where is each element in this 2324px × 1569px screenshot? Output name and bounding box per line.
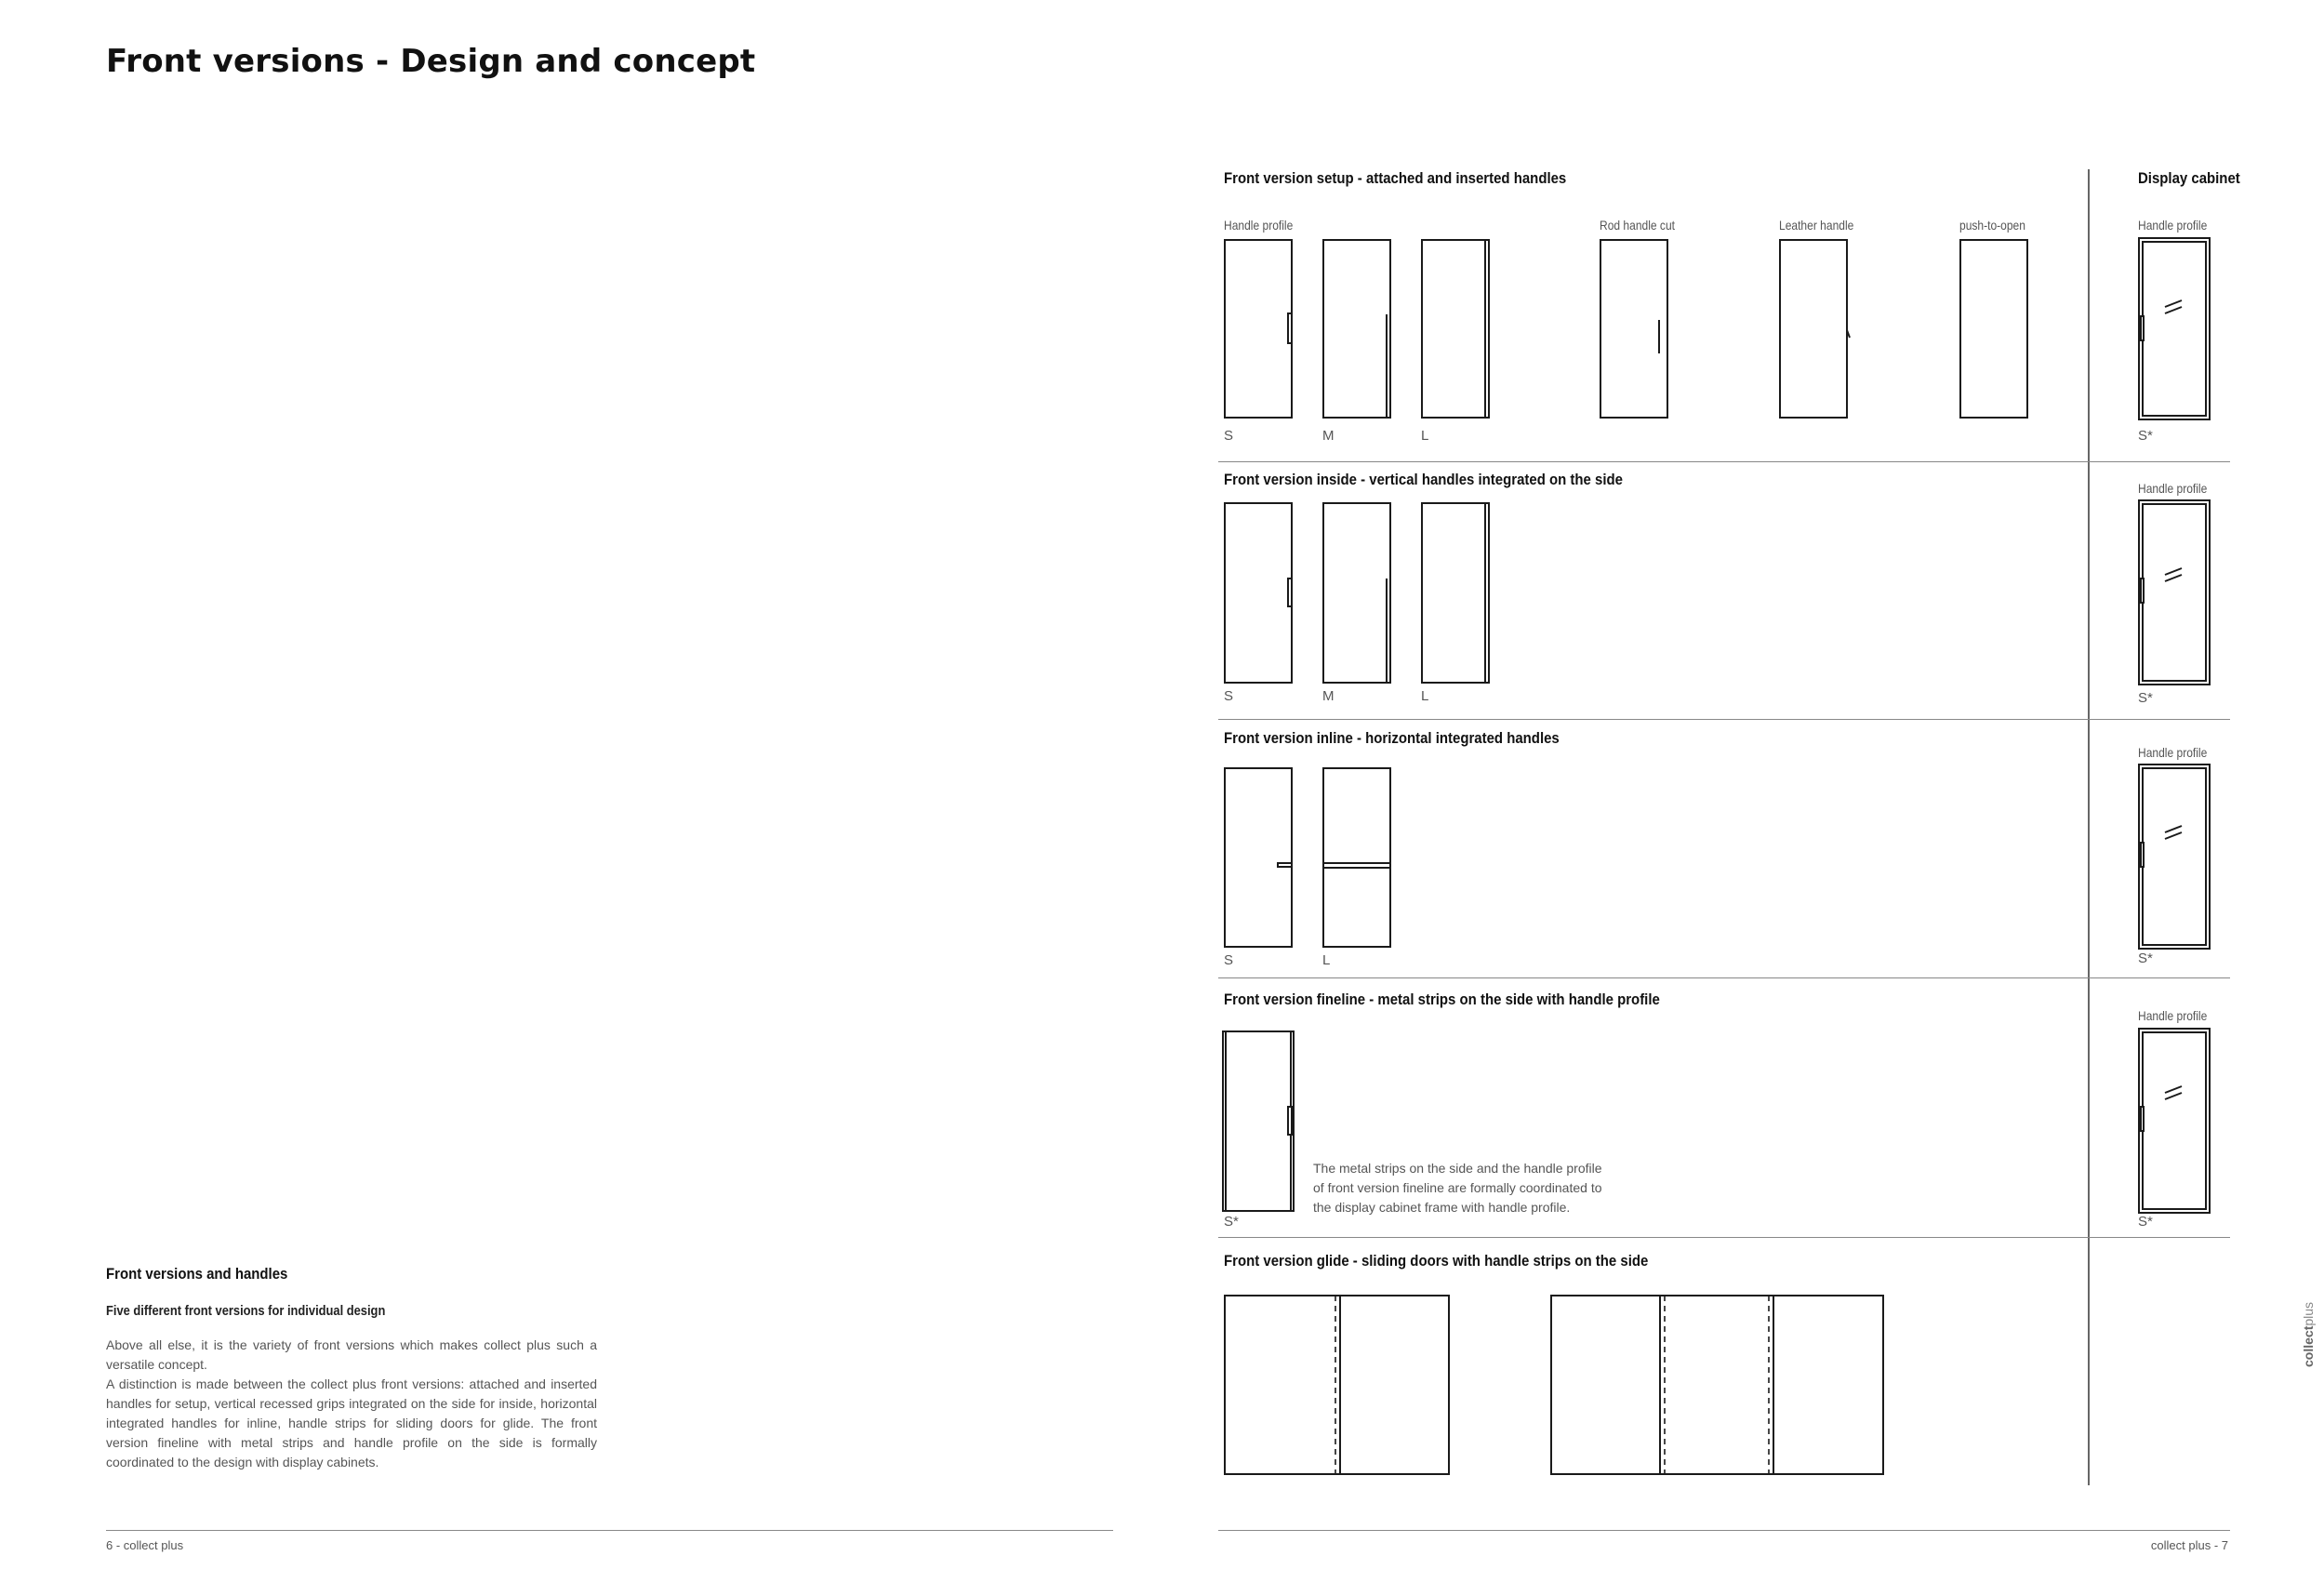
setup-title: Front version setup - attached and inserted handles <box>1224 169 1567 187</box>
fineline-note-text: The metal strips on the side and the handle profile of front version fineline are formally coordinated to the display cabinet frame with handle profile. <box>1313 1161 1602 1215</box>
setup-size-l: L <box>1421 428 1429 444</box>
glide-two-door <box>1225 1296 1449 1474</box>
inside-door-m <box>1323 503 1390 683</box>
display-cabinet-title: Display cabinet <box>2138 169 2240 187</box>
inline-size-s: S <box>1224 952 1234 968</box>
setup-door-s <box>1225 240 1292 418</box>
setup-door-rod-handle <box>1600 240 1667 418</box>
label-rod-handle-cut: Rod handle cut <box>1600 218 1676 233</box>
inside-size-m: M <box>1322 688 1335 704</box>
label-push-to-open: push-to-open <box>1959 218 2025 233</box>
brand-part-collect: collect <box>2301 1325 2316 1367</box>
dc-cabinet-4 <box>2139 1029 2210 1213</box>
inside-door-s <box>1225 503 1292 683</box>
intro-heading: Front versions and handles <box>106 1265 288 1283</box>
dc-cabinet-3 <box>2139 765 2210 949</box>
intro-paragraph-1: Above all else, it is the variety of front versions which makes collect plus such a versatile concept. <box>106 1337 597 1372</box>
glide-three-door <box>1551 1296 1883 1474</box>
page-title: Front versions - Design and concept <box>106 43 756 80</box>
dc-handle-label-1: Handle profile <box>2138 218 2208 233</box>
brand-part-plus: plus <box>2301 1301 2316 1326</box>
dc-cabinet-1 <box>2139 238 2210 419</box>
dc-handle-label-4: Handle profile <box>2138 1008 2208 1023</box>
inline-door-s <box>1225 768 1292 947</box>
inside-size-l: L <box>1421 688 1429 704</box>
setup-size-m: M <box>1322 428 1335 444</box>
label-handle-profile: Handle profile <box>1224 218 1294 233</box>
dc-size-1: S* <box>2138 428 2153 444</box>
setup-door-push-to-open <box>1960 240 2027 418</box>
fineline-size: S* <box>1224 1214 1239 1230</box>
label-leather-handle: Leather handle <box>1779 218 1854 233</box>
setup-door-m <box>1323 240 1390 418</box>
intro-paragraph-2: A distinction is made between the collect plus front versions: attached and inserted handles for setup, vertical recessed grips integrated on the side for inside, horizontal integrated handles for inline, handle strips for sliding doors for glide. The front version fineline with metal strips and handle profile on the side is formally coordinated to the design with display cabinets. <box>106 1376 597 1469</box>
dc-size-4: S* <box>2138 1214 2153 1230</box>
inline-door-l <box>1323 768 1390 947</box>
setup-door-leather-handle <box>1780 240 1850 418</box>
fineline-door <box>1223 1031 1294 1211</box>
setup-door-l <box>1422 240 1489 418</box>
inline-title: Front version inline - horizontal integrated handles <box>1224 729 1560 747</box>
inside-title: Front version inside - vertical handles integrated on the side <box>1224 471 1623 488</box>
fineline-title: Front version fineline - metal strips on the side with handle profile <box>1224 991 1660 1008</box>
dc-size-2: S* <box>2138 690 2153 706</box>
dc-handle-label-2: Handle profile <box>2138 481 2208 496</box>
dc-handle-label-3: Handle profile <box>2138 745 2208 760</box>
inside-door-l <box>1422 503 1489 683</box>
setup-size-s: S <box>1224 428 1234 444</box>
dc-size-3: S* <box>2138 951 2153 966</box>
glide-title: Front version glide - sliding doors with handle strips on the side <box>1224 1252 1649 1270</box>
footer-left: 6 - collect plus <box>106 1538 184 1552</box>
footer-right: collect plus - 7 <box>2150 1538 2228 1552</box>
dc-cabinet-2 <box>2139 500 2210 685</box>
inline-size-l: L <box>1322 952 1331 968</box>
inside-size-s: S <box>1224 688 1234 704</box>
intro-subheading: Five different front versions for individual design <box>106 1303 386 1319</box>
